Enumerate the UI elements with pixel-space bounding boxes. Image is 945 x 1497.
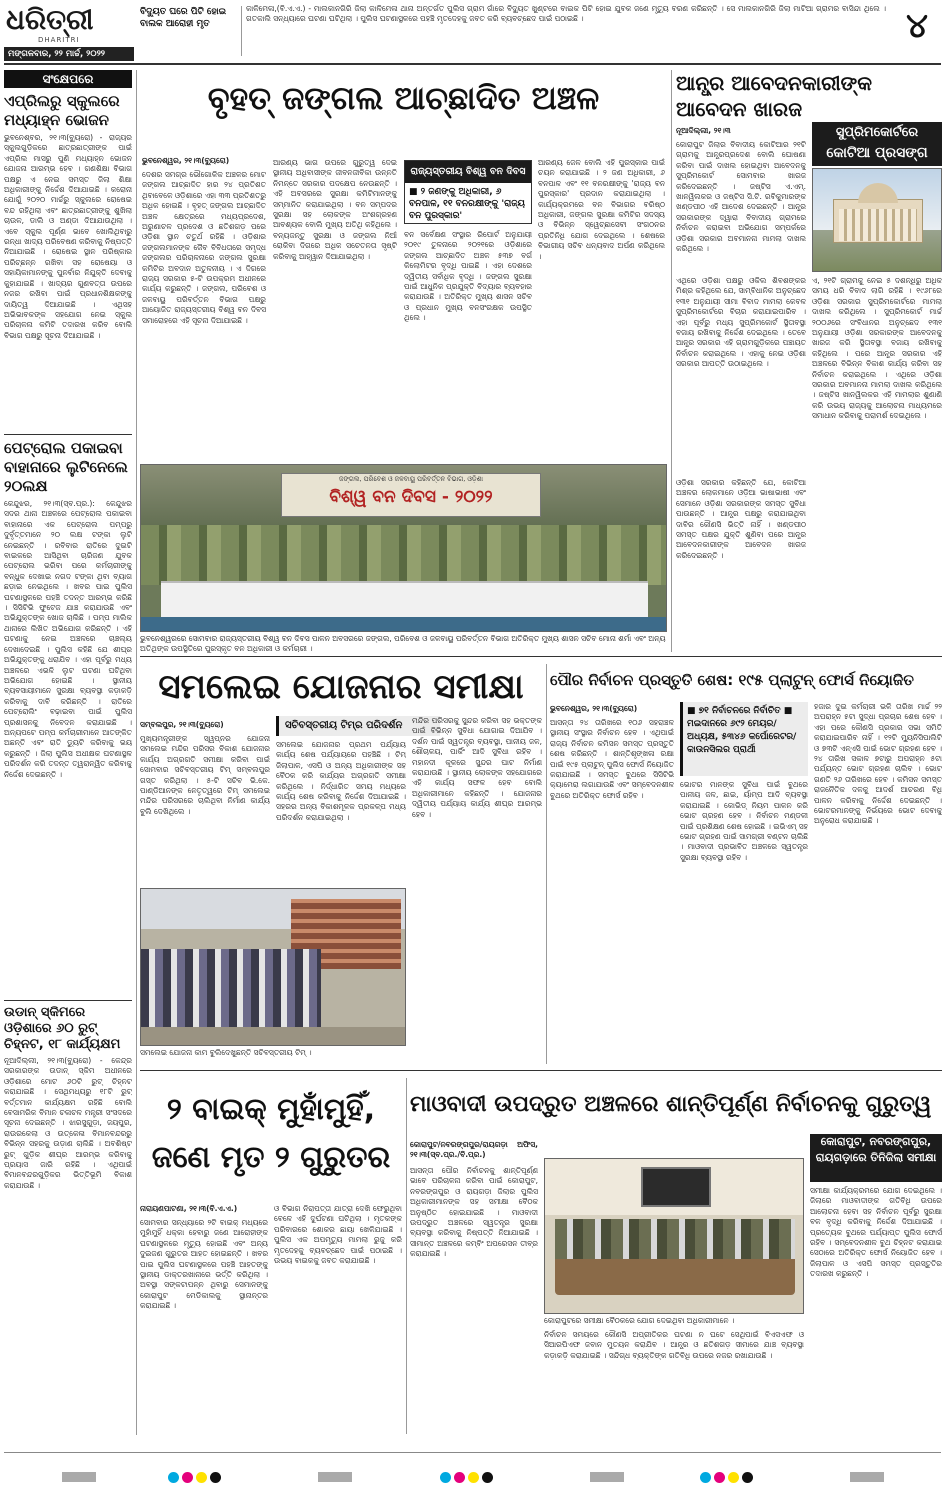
masthead-divider: [241, 6, 242, 56]
bike-article: [140, 1074, 402, 1436]
logo: [6, 4, 106, 46]
andhra-tag-line2: କୋଟିଆ ପ୍ରସଙ୍ଗ: [826, 145, 928, 161]
forest-box: [404, 160, 532, 224]
cmyk-dot: [196, 1472, 207, 1483]
brief-title: ପେଟ୍ରୋଲ ପକାଇବା ବାହାନାରେ ଲୁଟିନେଲେ ୨୦ଲକ୍ଷ: [4, 439, 128, 495]
andhra-body-col1: କୋରାପୁଟ ଜିଲାର ବିବାଦୀୟ କୋଟିଆର ୨୧ଟି ଗ୍ରାମକୁ ଆନ୍ଧ୍ରପ୍ରଦେଶ ବୋଲି ଘୋଷଣା କରିବା ପାଇଁ ଦାଖଲ ହୋଇଥିବା ଆବେଦନକୁ ସୁପ୍ରିମକୋର୍ଟ ସୋମବାର ଖାରଜ କରିଦେଇଛନ୍ତି । ଜଷ୍ଟିସ ଏ.ଏମ୍. ଖାନୱିଲକର ଓ ଜଷ୍ଟିସ ସି.ଟି. ରବିକୁମାରଙ୍କ ଖଣ୍ଡପୀଠ ଏହି ଆଦେଶ ଦେଇଛନ୍ତି । ଆନ୍ଧ୍ର ସରକାରଙ୍କ ଦ୍ୱାରା ବିବାଦୀୟ ଗ୍ରାମରେ ନିର୍ବାଚନ କରାଇବା ଅଭିଯୋଗ ସମ୍ପର୍କରେ ଓଡ଼ିଶା ସରକାର ଅବମାନନା ମାମଲା ଦାଖଲ କରିଥିଲେ ।: [676, 140, 806, 254]
bike-byline: ନାରାୟଣପାଟଣା, ୨୧।୩(ବି.ଏ.ଏ.): [140, 1204, 238, 1213]
cmyk-dot: [182, 1472, 193, 1483]
cmyk-dot: [468, 1472, 479, 1483]
masthead-date: ମଙ୍ଗଳବାର, ୨୨ ମାର୍ଚ୍ଚ, ୨୦୨୨: [8, 49, 106, 59]
maoist-headline: ମାଓବାଦୀ ଉପଦ୍ରୁତ ଅଞ୍ଚଳରେ ଶାନ୍ତିପୂର୍ଣ୍ଣ ନିର୍ବାଚନକୁ ଗୁରୁତ୍ୱ: [410, 1092, 932, 1117]
bike-body-col2: ଓ ବିଭାଗ ନିରାପତ୍ତା ଯାତ୍ରା ଦେଖି ଫେରୁଥିବା ବେଳେ ଏହି ଦୁର୍ଘଟଣା ଘଟିଥିଲା । ମୃତକଙ୍କ ପରିବାରରେ ଶୋକର ଛାୟା ଖେଳିଯାଇଛି । ପୁଲିସ ଏକ ଅପମୃତ୍ୟୁ ମାମଲା ରୁଜୁ କରି ମୃତଦେହକୁ ବ୍ୟବଚ୍ଛେଦ ପାଇଁ ପଠାଇଛି । ଉଭୟ ବାଇକକୁ ଜବତ କରାଯାଇଛି ।: [274, 1204, 402, 1266]
cmyk-dot: [714, 1472, 725, 1483]
forest-photo-floor: [141, 617, 667, 632]
cmyk-dots: [168, 1472, 228, 1484]
maoist-photo-people: [555, 1219, 795, 1259]
brief-body: ନୂଆଦିଲ୍ଲୀ, ୨୧।୩(ବ୍ୟୁରୋ) - କେନ୍ଦ୍ର ସରକାରଙ୍କ ଉଡାନ୍ ସ୍କିମ ଅଧୀନରେ ଓଡ଼ିଶାରେ ମୋଟ ୬୦ଟି ରୁଟ୍ ଚିହ୍ନଟ କରାଯାଇଛି । ସେଥିମଧ୍ୟରୁ ୧୮ଟି ରୁଟ୍ ବର୍ତ୍ତମାନ କାର୍ଯ୍ୟକ୍ଷମ ରହିଛି ବୋଲି ବେସାମରିକ ବିମାନ ଚଳାଚଳ ମନ୍ତ୍ରୀ ସଂସଦରେ ସୂଚନା ଦେଇଛନ୍ତି । ଝାରସୁଗୁଡ଼ା, ଜୟପୁର, ରାଉରକେଲା ଓ ଉତ୍କେଳା ବିମାନବନ୍ଦରରୁ ବିଭିନ୍ନ ସହରକୁ ଉଡ଼ାଣ ଚାଲିଛି । ଅବଶିଷ୍ଟ ରୁଟ୍ ଗୁଡ଼ିକ ଶୀଘ୍ର ଆରମ୍ଭ କରିବାକୁ ପ୍ରୟାସ ଜାରି ରହିଛି । ଏଥିପାଇଁ ବିମାନବନ୍ଦରଗୁଡ଼ିକର ଭିତ୍ତିଭୂମି ବିକାଶ କରାଯାଉଛି ।: [4, 1056, 132, 1190]
review-photo-caption: ସମଲେଇ ଯୋଜନା କାମ ବୁଲିଦେଖୁଛନ୍ତି ସଚିବସ୍ତରୀୟ ଟିମ୍ ।: [140, 1048, 312, 1057]
footer-gray-block: [62, 1472, 96, 1482]
forest-byline: ଭୁବନେଶ୍ୱର, ୨୧।୩(ବ୍ୟୁରୋ): [142, 156, 230, 165]
cmyk-dots: [700, 1472, 760, 1484]
footer-rule: [4, 1452, 941, 1453]
footer-gray-block: [318, 1472, 352, 1482]
review-body-col1: ମୁଖ୍ୟମନ୍ତ୍ରୀଙ୍କ ସ୍ୱପ୍ନର ଯୋଜନା ସମଲେଇ ମନ୍ଦିର ପରିସର ବିକାଶ ଯୋଜନାର କାର୍ଯ୍ୟ ଅଗ୍ରଗତି ସମୀକ୍ଷା କରିବା ପାଇଁ ସୋମବାର ସଚିବସ୍ତରୀୟ ଟିମ୍ ସମ୍ବଲପୁର ଗସ୍ତ କରିଥିଲା । ୫-ଟି ସଚିବ ଭି.କେ. ପାଣ୍ଡିଆନଙ୍କ ନେତୃତ୍ୱରେ ଟିମ୍ ସମଲେଇ ମନ୍ଦିର ପରିସରରେ ଚାଲିଥିବା ନିର୍ମାଣ କାର୍ଯ୍ୟ ବୁଲି ଦେଖିଥିଲେ ।: [140, 734, 270, 816]
cmyk-dot: [482, 1472, 493, 1483]
maoist-article: [410, 1074, 942, 1436]
column-rule: [136, 70, 137, 1435]
cmyk-dot: [168, 1472, 179, 1483]
briefs-header: ସଂକ୍ଷେପରେ: [4, 70, 132, 88]
forest-body-col3: ବନ ସର୍ବେକ୍ଷଣ ସଂସ୍ଥାର ରିପୋର୍ଟ ଅନୁଯାୟୀ ୨୦୧୯ ତୁଳନାରେ ୨୦୨୧ରେ ଓଡ଼ିଶାରେ ଜଙ୍ଗଲ ଆଚ୍ଛାଦିତ ଅଞ୍ଚଳ ୫୩୭ ବର୍ଗ କିଲୋମିଟର ବୃଦ୍ଧି ପାଇଛି । ଏହା ଦେଶରେ ଦ୍ୱିତୀୟ ସର୍ବାଧିକ ବୃଦ୍ଧି । ଜଙ୍ଗଲ ସୁରକ୍ଷା ପାଇଁ ଆଧୁନିକ ପ୍ରଯୁକ୍ତି ବିଦ୍ୟାର ବ୍ୟବହାର କରାଯାଉଛି । ଅତିରିକ୍ତ ମୁଖ୍ୟ ଶାସନ ସଚିବ ଓ ପ୍ରଧାନ ମୁଖ୍ୟ ବନସଂରକ୍ଷକ ଉପସ୍ଥିତ ଥିଲେ ।: [404, 230, 532, 323]
brief-title: ଉଡାନ୍ ସ୍କିମରେ ଓଡ଼ିଶାରେ ୬୦ ରୁଟ୍ ଚିହ୍ନଟ, ୧୮ କାର୍ଯ୍ୟକ୍ଷମ: [4, 1005, 121, 1052]
forest-photo-people: [141, 525, 667, 585]
maoist-byline: କୋରାପୁଟ/ନବରଙ୍ଗପୁର/ରାୟଗଡ଼ା ଅଫିସ, ୨୧।୩(ସ୍ବ.ପ୍ର./ବି.ପ୍ର.): [410, 1140, 538, 1160]
review-headline: ସମଲେଇ ଯୋଜନାର ସମୀକ୍ଷା: [158, 667, 524, 707]
forest-photo-caption: ଭୁବନେଶ୍ୱରରେ ସୋମବାର ରାଜ୍ୟସ୍ତରୀୟ ବିଶ୍ୱ ବନ ଦିବସ ପାଳନ ଅବସରରେ ଜଙ୍ଗଲ, ପରିବେଶ ଓ ଜଳବାୟୁ ପରିବର୍ତ୍ତନ ବିଭାଗ ଅତିରିକ୍ତ ମୁଖ୍ୟ ଶାସନ ସଚିବ ମୋନା ଶର୍ମା ଏବଂ ଅନ୍ୟ ଅତିଥିଙ୍କ ଉପସ୍ଥିତିରେ ପୁରସ୍କୃତ ବନ ଅଧିକାରୀ ଓ କର୍ମଚାରୀ ।: [140, 634, 666, 653]
andhra-body-col2: ଏଥିରେ ଓଡ଼ିଶା ପକ୍ଷରୁ ଓକିଲ ଶିବଶଙ୍କର ମିଶ୍ର କହିଥିଲେ ଯେ, ସାମ୍ବିଧାନିକ ଅନୁଚ୍ଛେଦ ୧୩୧ ଅନୁଯାୟୀ ସୀମା ବିବାଦ ମାମଲା କେବଳ ସୁପ୍ରିମକୋର୍ଟରେ ବିଚାର କରାଯାଇପାରିବ । ଏହା ପୂର୍ବରୁ ମଧ୍ୟ ସୁପ୍ରିମକୋର୍ଟ ସ୍ଥିତାବସ୍ଥା ବଜାୟ ରଖିବାକୁ ନିର୍ଦ୍ଦେଶ ଦେଇଥିଲେ । ତେବେ ଆନ୍ଧ୍ର ସରକାର ଏହି ଗ୍ରାମଗୁଡ଼ିକରେ ପଞ୍ଚାୟତ ନିର୍ବାଚନ କରାଇଥିଲେ । ଏହାକୁ ନେଇ ଓଡ଼ିଶା ସରକାର ଆପତ୍ତି ଉଠାଇଥିଲେ ।: [676, 276, 806, 369]
forest-photo-banner: [281, 473, 541, 517]
maoist-photo-screen: [641, 1167, 711, 1207]
forest-article: [140, 66, 667, 656]
brief-title: ଏପ୍ରିଲରୁ ସ୍କୁଲରେ ମଧ୍ୟାହ୍ନ ଭୋଜନ: [4, 92, 120, 129]
maoist-photo: [544, 1158, 804, 1314]
review-article: [140, 660, 542, 1068]
bike-body-col1: ସୋମବାର ସନ୍ଧ୍ୟାରେ ୨ଟି ବାଇକ୍ ମଧ୍ୟରେ ମୁହାଁମୁହିଁ ଧକ୍କା ହେବାରୁ ଜଣେ ଆରୋହୀଙ୍କ ଘଟଣାସ୍ଥଳରେ ମୃତ୍ୟୁ ହୋଇଛି ଏବଂ ଅନ୍ୟ ଦୁଇଜଣ ଗୁରୁତର ଆହତ ହୋଇଛନ୍ତି । ଖବର ପାଇ ପୁଲିସ ଘଟଣାସ୍ଥଳରେ ପହଞ୍ଚି ଆହତଙ୍କୁ ସ୍ଥାନୀୟ ଡାକ୍ତରଖାନାରେ ଭର୍ତ୍ତି କରିଥିଲା । ଅବସ୍ଥା ସଙ୍କଟାପନ୍ନ ଥିବାରୁ ସେମାନଙ୍କୁ କୋରାପୁଟ ମେଡିକାଲକୁ ସ୍ଥାନାନ୍ତର କରାଯାଇଛି ।: [140, 1218, 268, 1311]
forest-photo-table: [161, 581, 648, 617]
page-number: ୪: [906, 6, 928, 46]
andhra-headline: ଆନ୍ଧ୍ର ଆବେଦନକାରୀଙ୍କ ଆବେଦନ ଖାରଜ: [676, 71, 873, 121]
section-rule: [140, 656, 942, 657]
andhra-photo-dome: [858, 183, 898, 203]
forest-banner-text: ବିଶ୍ୱ ବନ ଦିବସ - ୨୦୨୨: [329, 487, 493, 507]
column-rule: [406, 1078, 407, 1434]
maoist-tag: କୋରାପୁଟ, ନବରଙ୍ଗପୁର, ରାୟଗଡ଼ାରେ ତିନିଜିଲା ସମୀକ୍ଷା: [810, 1134, 942, 1182]
forest-body-col1: ଦେଶର ସମଗ୍ର ଭୌଗୋଳିକ ଅଞ୍ଚଳର ମୋଟ ଜଙ୍ଗଲ ଆଚ୍ଛାଦିତ ହାର ୨୪ ପ୍ରତିଶତ ଥିବାବେଳେ ଓଡ଼ିଶାରେ ଏହା ୩୩ ପ୍ରତିଶତରୁ ଅଧିକ ହୋଇଛି । ବୃହତ୍ ଜଙ୍ଗଲ ଆଚ୍ଛାଦିତ ଅଞ୍ଚଳ କ୍ଷେତ୍ରରେ ମଧ୍ୟପ୍ରଦେଶ, ଅରୁଣାଚଳ ପ୍ରଦେଶ ଓ ଛତିଶଗଡ଼ ପରେ ଓଡ଼ିଶା ସ୍ଥାନ ଚତୁର୍ଥ ରହିଛି । ଓଡ଼ିଶାର ଜଙ୍ଗଲମାନଙ୍କ ଜୈବ ବିବିଧତାରେ ସମୃଦ୍ଧ ଜଙ୍ଗଲର ପରିଚାଳନାରେ ଜଙ୍ଗଲ ସୁରକ୍ଷା କମିଟିର ଅବଦାନ ଅତୁଳନୀୟ । ଏ ଦିଗରେ ରାଜ୍ୟ ସରକାର ୫-ଟି ଉପକ୍ରମ ଅଧୀନରେ କାର୍ଯ୍ୟ କରୁଛନ୍ତି । ଜଙ୍ଗଲ, ପରିବେଶ ଓ ଜଳବାୟୁ ପରିବର୍ତ୍ତନ ବିଭାଗ ପକ୍ଷରୁ ଆୟୋଜିତ ରାଜ୍ୟସ୍ତରୀୟ ବିଶ୍ୱ ବନ ଦିବସ ସମାରୋହରେ ଏହି ସୂଚନା ଦିଆଯାଇଛି ।: [142, 170, 266, 325]
logo-text: ଧରିତ୍ରୀ: [6, 3, 94, 36]
review-photo-ground: [141, 1027, 406, 1046]
bike-headline: ୨ ବାଇକ୍ ମୁହାଁମୁହିଁ, ଜଣେ ମୃତ ୨ ଗୁରୁତର: [151, 1092, 391, 1175]
civic-body-col2: ଭୋଟର ମାନଙ୍କ ସୁବିଧା ପାଇଁ ବୁଥରେ ପାନୀୟ ଜଳ, ଛାଇ, ର୍ୟାମ୍ପ ଆଦି ବ୍ୟବସ୍ଥା କରାଯାଇଛି । କୋଭିଡ୍ ନିୟମ ପାଳନ କରି ଭୋଟ ଗ୍ରହଣ ହେବ । ନିର୍ବାଚନ ମଣ୍ଡଳୀ ପାଇଁ ପ୍ରଶିକ୍ଷଣ ଶେଷ ହୋଇଛି । ଇଭିଏମ୍ ସହ ଭୋଟ ଗ୍ରହଣ ପାଇଁ ସାମଗ୍ରୀ ବଣ୍ଟନ ଚାଲିଛି । ମାଓବାଦୀ ପ୍ରଭାବିତ ଅଞ୍ଚଳରେ ସ୍ୱତନ୍ତ୍ର ସୁରକ୍ଷା ବ୍ୟବସ୍ଥା ରହିବ ।: [680, 780, 808, 862]
cmyk-dots: [440, 1472, 500, 1484]
logo-sub: DHARITRI: [38, 36, 80, 44]
cmyk-dot: [210, 1472, 221, 1483]
forest-body-col4: ଆରଣ୍ୟ ଜେଳ ବୋଲି ଏହି ପୁରସ୍କାର ପାଇଁ ଚୟନ କରାଯାଇଛି । ୨ ଜଣ ଅଧିକାରୀ, ୬ ବନପାଳ ଏବଂ ୧୧ ବନରକ୍ଷୀଙ୍କୁ 'ରାଜ୍ୟ ବନ ପୁରସ୍କାର' ପ୍ରଦାନ କରାଯାଇଥିଲା । କାର୍ଯ୍ୟକ୍ରମରେ ବନ ବିଭାଗର ବରିଷ୍ଠ ଅଧିକାରୀ, ଜଙ୍ଗଲ ସୁରକ୍ଷା କମିଟିର ସଦସ୍ୟ ଓ ବିଭିନ୍ନ ସ୍ୱେଚ୍ଛାସେବୀ ସଂଗଠନର ପ୍ରତିନିଧି ଯୋଗ ଦେଇଥିଲେ । ଶେଷରେ ବିଭାଗୀୟ ସଚିବ ଧନ୍ୟବାଦ ଅର୍ପଣ କରିଥିଲେ ।: [538, 158, 665, 261]
brief-item: [4, 1005, 132, 1435]
andhra-byline: ନୂଆଦିଲ୍ଲୀ, ୨୧।୩: [676, 126, 731, 135]
maoist-photo-table: [555, 1255, 795, 1295]
forest-headline: ବୃହତ୍ ଜଙ୍ଗଲ ଆଚ୍ଛାଦିତ ଅଞ୍ଚଳ: [207, 79, 600, 117]
brief-divider: [4, 434, 132, 435]
andhra-body-col4: ଏ, ୨୧ଟି ଗ୍ରାମକୁ ନେଇ ୫ ଦଶନ୍ଧିରୁ ଅଧିକ ସମୟ ଧରି ବିବାଦ ଲାଗି ରହିଛି । ୧୯୬୮ରେ ଓଡ଼ିଶା ସରକାର ସୁପ୍ରିମକୋର୍ଟରେ ମାମଲା ଦାଖଲ କରିଥିଲେ । ସୁପ୍ରିମକୋର୍ଟ ମାର୍ଚ୍ଚ ୨୦୦୬ରେ ସଂବିଧାନର ଅନୁଚ୍ଛେଦ ୧୩୧ ଅନୁଯାୟୀ ଓଡ଼ିଶା ସରକାରଙ୍କ ଆବେଦନକୁ ଖାରଜ କରି ସ୍ଥିତାବସ୍ଥା ବଜାୟ ରଖିବାକୁ କହିଥିଲେ । ପରେ ଆନ୍ଧ୍ର ସରକାର ଏହି ଅଞ୍ଚଳରେ ବିଭିନ୍ନ ବିକାଶ କାର୍ଯ୍ୟ କରିବା ସହ ନିର୍ବାଚନ କରାଇଥିଲେ । ଏଥିରେ ଓଡ଼ିଶା ସରକାର ଅବମାନନା ମାମଲା ଦାଖଲ କରିଥିଲେ । ଜଷ୍ଟିସ ଖାନୱିଲକର ଏହି ମାମଲାର ଶୁଣାଣି କରି ଉଭୟ ରାଜ୍ୟକୁ ଆଲୋଚନା ମାଧ୍ୟମରେ ସମାଧାନ କରିବାକୁ ପରାମର୍ଶ ଦେଇଥିଲେ ।: [812, 276, 942, 421]
forest-body-col2: ଆରଣ୍ୟ ଭାଗ ଉପରେ ଗୁରୁତ୍ୱ ଦେଇ ସ୍ଥାନୀୟ ଅଧିବାସୀଙ୍କ ଜୀବନଜୀବିକା ଉନ୍ନତି ନିମନ୍ତେ ସରକାର ପଦକ୍ଷେପ ନେଉଛନ୍ତି । ଏହି ଅବସରରେ ସୁରକ୍ଷା କମିଟିମାନଙ୍କୁ ସମ୍ମାନିତ କରାଯାଇଥିଲା । ବନ ସମ୍ପଦର ସୁରକ୍ଷା ସହ ଲୋକଙ୍କ ଅଂଶଗ୍ରହଣ ଆବଶ୍ୟକ ବୋଲି ମୁଖ୍ୟ ଅତିଥି କହିଥିଲେ । ବନ୍ୟଜନ୍ତୁ ସୁରକ୍ଷା ଓ ଜଙ୍ଗଲ ନିଆଁ ରୋକିବା ଦିଗରେ ଅଧିକ ସଚେତନତା ସୃଷ୍ଟି କରିବାକୁ ଆହ୍ୱାନ ଦିଆଯାଇଥିଲା ।: [273, 158, 397, 261]
review-photo-crowd: [141, 949, 321, 1029]
civic-facts-box: [680, 702, 808, 776]
review-body-col2: ସମଲେଇ ଯୋଜନାର ପ୍ରଥମ ପର୍ଯ୍ୟାୟ କାର୍ଯ୍ୟ ଶେଷ ପର୍ଯ୍ୟାୟରେ ପହଞ୍ଚିଛି । ଟିମ୍ ଜିଲାପାଳ, ଏସପି ଓ ଅନ୍ୟ ଅଧିକାରୀଙ୍କ ସହ ବୈଠକ କରି କାର୍ଯ୍ୟର ଅଗ୍ରଗତି ସମୀକ୍ଷା କରିଥିଲେ । ନିର୍ଦ୍ଧାରିତ ସମୟ ମଧ୍ୟରେ କାର୍ଯ୍ୟ ଶେଷ କରିବାକୁ ନିର୍ଦ୍ଦେଶ ଦିଆଯାଇଛି । ସହରର ଅନ୍ୟ ବିକାଶମୂଳକ ପ୍ରକଳ୍ପ ମଧ୍ୟ ପରିଦର୍ଶନ କରାଯାଇଥିଲା ।: [276, 740, 406, 822]
masthead-teaser-headline: ବିଦ୍ୟୁତ ଘରେ ପିଟି ହୋଇ ବାଲକ ଆରୋହୀ ମୃତ: [140, 7, 227, 29]
review-kicker: ସଚିବସ୍ତରୀୟ ଟିମ୍‌ର ପରିଦର୍ଶନ: [276, 716, 440, 736]
maoist-body-col2: ନିର୍ବାଚନ ସମୟରେ କୌଣସି ଅପ୍ରୀତିକର ଘଟଣା ନ ଘଟେ ସେଥିପାଇଁ ବିଏସଏଫ ଓ ସିଆରପିଏଫ ଜବାନ ମୁତୟନ କରାଯିବ । ଆନ୍ଧ୍ର ଓ ଛତିଶଗଡ଼ ସୀମାରେ ଯାଞ୍ଚ ବ୍ୟବସ୍ଥା କଡ଼ାକଡ଼ି କରାଯାଇଛି । ସନ୍ଦିଗ୍ଧ ବ୍ୟକ୍ତିଙ୍କ ଗତିବିଧି ଉପରେ ନଜର ରଖାଯାଉଛି ।: [544, 1330, 804, 1360]
andhra-photo: [812, 168, 942, 272]
footer-strip: [0, 1452, 945, 1497]
masthead-rule: [4, 63, 941, 65]
footer-gray-block: [590, 1472, 624, 1482]
cmyk-dot: [742, 1472, 753, 1483]
brief-item: [4, 92, 132, 431]
brief-item: [4, 439, 132, 997]
civic-body-col1: ଆସନ୍ତା ୨୪ ତାରିଖରେ ୧୦୬ ସହରାଞ୍ଚଳ ସ୍ଥାନୀୟ ସଂସ୍ଥାର ନିର୍ବାଚନ ହେବ । ଏଥିପାଇଁ ରାଜ୍ୟ ନିର୍ବାଚନ କମିସନ ସମସ୍ତ ପ୍ରସ୍ତୁତି ଶେଷ କରିଛନ୍ତି । ଶାନ୍ତିଶୃଙ୍ଖଳା ରକ୍ଷା ପାଇଁ ୧୯୫ ପ୍ଲାଟୁନ୍ ପୁଲିସ ଫୋର୍ସ ନିୟୋଜିତ କରାଯାଇଛି । ସମସ୍ତ ବୁଥରେ ସିସିଟିଭି କ୍ୟାମେରା ଲଗାଯାଉଛି ଏବଂ ସମ୍ବେଦନଶୀଳ ବୁଥରେ ଅତିରିକ୍ତ ଫୋର୍ସ ରହିବ ।: [550, 718, 674, 800]
column-rule: [546, 664, 547, 1064]
civic-facts: ■ ୭୧ ନିର୍ବାଚନରେ ନିର୍ବାଚିତ ■ ମଇଦାନରେ ୬୯୨ ମେୟର/ଅଧ୍ୟକ୍ଷ, ୫୩୪୬ କର୍ପୋରେଟର/କାଉନସିଲର ପ୍ରାର୍ଥୀ: [687, 706, 797, 755]
andhra-photo-columns: [839, 209, 917, 241]
cmyk-dot: [728, 1472, 739, 1483]
review-byline: ସମ୍ବଲପୁର, ୨୧।୩(ବ୍ୟୁରୋ): [140, 720, 224, 729]
civic-headline: ପୌର ନିର୍ବାଚନ ପ୍ରସ୍ତୁତି ଶେଷ: ୧୯୫ ପ୍ଲାଟୁନ୍ ଫୋର୍ସ ନିୟୋଜିତ: [550, 671, 914, 689]
footer-gray-block: [850, 1472, 884, 1482]
brief-body: ଭୁବନେଶ୍ବର, ୨୧।୩(ବ୍ୟୁରୋ) - ରାଜ୍ୟର ସ୍କୁଲଗୁଡ଼ିକରେ ଛାତ୍ରଛାତ୍ରୀଙ୍କ ପାଇଁ ଏପ୍ରିଲ ମାସରୁ ପୁଣି ମଧ୍ୟାହ୍ନ ଭୋଜନ ଯୋଜନା ଆରମ୍ଭ ହେବ । ଗଣଶିକ୍ଷା ବିଭାଗ ପକ୍ଷରୁ ଏ ନେଇ ସମସ୍ତ ଜିଲା ଶିକ୍ଷା ଅଧିକାରୀଙ୍କୁ ନିର୍ଦ୍ଦେଶ ଦିଆଯାଇଛି । କରୋନା ଯୋଗୁଁ ୨୦୨୦ ମାର୍ଚ୍ଚରୁ ସ୍କୁଲରେ ରୋଷେଇ ବନ୍ଦ ରହିଥିଲା ଏବଂ ଛାତ୍ରଛାତ୍ରୀଙ୍କୁ ଶୁଖିଲା ଚାଉଳ, ଡାଲି ଓ ଅଣ୍ଡା ଦିଆଯାଉଥିଲା । ଏବେ ସ୍କୁଲ ପୂର୍ଣ୍ଣ ଭାବେ ଖୋଲିଥିବାରୁ ରନ୍ଧା ଖାଦ୍ୟ ପରିବେଷଣ କରିବାକୁ ନିଷ୍ପତ୍ତି ନିଆଯାଇଛି । ରୋଷେଇ ସ୍ଥାନ ପରିଷ୍କାର ପରିଚ୍ଛନ୍ନ ରଖିବା ସହ ରୋଷେୟା ଓ ସହାୟିକାମାନଙ୍କୁ ପୁନର୍ବାର ନିଯୁକ୍ତି ଦେବାକୁ କୁହାଯାଇଛି । ଖାଦ୍ୟର ଗୁଣବତ୍ତା ଉପରେ ନଜର ରଖିବା ପାଇଁ ପ୍ରଧାନଶିକ୍ଷକଙ୍କୁ ଦାୟିତ୍ୱ ଦିଆଯାଇଛି । ଏଥିସହ ଅଭିଭାବକଙ୍କ ସହଯୋଗ ନେଇ ସ୍କୁଲ ପରିଚାଳନା କମିଟି ତଦାରଖ କରିବ ବୋଲି ବିଭାଗ ପକ୍ଷରୁ ସୂଚନା ଦିଆଯାଇଛି ।: [4, 133, 132, 340]
forest-box-title: ରାଜ୍ୟସ୍ତରୀୟ ବିଶ୍ୱ ବନ ଦିବସ: [405, 161, 531, 183]
cmyk-dot: [454, 1472, 465, 1483]
andhra-body-col3: ଓଡ଼ିଶା ସରକାର କହିଛନ୍ତି ଯେ, କୋଟିଆ ଅଞ୍ଚଳର ଲୋକମାନେ ଓଡ଼ିଆ ଭାଷାଭାଷୀ ଏବଂ ସେମାନେ ଓଡ଼ିଶା ସରକାରଙ୍କ ସମସ୍ତ ସୁବିଧା ପାଉଛନ୍ତି । ଆନ୍ଧ୍ର ପକ୍ଷରୁ କରାଯାଇଥିବା ଦାବିର କୌଣସି ଭିତ୍ତି ନାହିଁ । ଖଣ୍ଡପୀଠ ସମସ୍ତ ପକ୍ଷର ଯୁକ୍ତି ଶୁଣିବା ପରେ ଆନ୍ଧ୍ର ଆବେଦନକାରୀଙ୍କ ଆବେଦନ ଖାରଜ କରିଦେଇଛନ୍ତି ।: [676, 478, 806, 560]
andhra-article: [676, 66, 942, 652]
masthead-teaser-body: କାଳିମେଳା,(ବି.ଏ.ଏ.) - ମାଲକାନଗିରି ଜିଲା କାଳିମେଳା ଥାନା ଅନ୍ତର୍ଗତ ପୁଲିସ ଗ୍ରାମ ଗାଁରେ ବିଦ୍ୟୁତ ଖୁଣ୍ଟରେ ବାଇକ ପିଟି ହୋଇ ଯୁବକ ଜଣେ ମୃତ୍ୟୁ ବରଣ କରିଛନ୍ତି । ସେ ମାଲକାନଗିରି ଜିଲା ମାଟିଆ ଗ୍ରାମର ବାସିନ୍ଦା ଥିଲେ । ଗତକାଲି ସନ୍ଧ୍ୟାରେ ଘଟଣା ଘଟିଥିଲା । ପୁଲିସ ଘଟଣାସ୍ଥଳରେ ପହଞ୍ଚି ମୃତଦେହକୁ ଜବତ କରି ବ୍ୟବଚ୍ଛେଦ ପାଇଁ ପଠାଇଛି ।: [246, 4, 886, 24]
column-rule: [671, 70, 672, 652]
brief-divider: [4, 1000, 132, 1001]
cmyk-dot: [440, 1472, 451, 1483]
cmyk-dot: [700, 1472, 711, 1483]
civic-byline: ଭୁବନେଶ୍ୱର, ୨୧।୩(ବ୍ୟୁରୋ): [550, 704, 638, 713]
civic-body-col3: ହଜାର ଦୁଇ କର୍ମଚାରୀ ଭଳି ତାରିଖ ମାର୍ଚ୍ଚ ୨୨ ଅପରାହ୍ନ ୫ଟା ସୁଦ୍ଧା ପ୍ରଚାର ଶେଷ ହେବ । ଏହା ପରେ କୌଣସି ପ୍ରକାର ସଭା ସମିତି କରାଯାଇପାରିବ ନାହିଁ । ୧୨ଟି ମ୍ୟୁନିସିପାଲିଟି ଓ ୭୩ଟି ଏନ୍‌ଏସି ପାଇଁ ଭୋଟ ଗ୍ରହଣ ହେବ । ୨୪ ତାରିଖ ସକାଳ ୭ଟାରୁ ଅପରାହ୍ନ ୫ଟା ପର୍ଯ୍ୟନ୍ତ ଭୋଟ ଗ୍ରହଣ ଚାଲିବ । ଭୋଟ ଗଣତି ୨୬ ତାରିଖରେ ହେବ । କମିସନ ସମସ୍ତ ରାଜନୈତିକ ଦଳକୁ ଆଦର୍ଶ ଆଚରଣ ବିଧି ପାଳନ କରିବାକୁ ନିର୍ଦ୍ଦେଶ ଦେଇଛନ୍ତି । ଭୋଟରମାନଙ୍କୁ ନିର୍ଭୟରେ ଭୋଟ ଦେବାକୁ ଅନୁରୋଧ କରାଯାଇଛି ।: [814, 702, 942, 826]
forest-banner-sub: ଜଙ୍ଗଲ, ପରିବେଶ ଓ ଜଳବାୟୁ ପରିବର୍ତ୍ତନ ବିଭାଗ, ଓଡ଼ିଶା: [339, 475, 483, 483]
maoist-body-col3: ସମୀକ୍ଷା କାର୍ଯ୍ୟକ୍ରମରେ ଯୋଗ ଦେଇଥିଲେ । ଜିଲାରେ ମାଓବାଦୀଙ୍କ ଗତିବିଧି ଉପରେ ଆଲୋଚନା ହେବା ସହ ନିର୍ବାଚନ ପୂର୍ବରୁ ସୁରକ୍ଷା ବଳ ବୃଦ୍ଧି କରିବାକୁ ନିର୍ଦ୍ଦେଶ ଦିଆଯାଇଛି । ପ୍ରତ୍ୟେକ ବୁଥରେ ପର୍ଯ୍ୟାପ୍ତ ପୁଲିସ ଫୋର୍ସ ରହିବ । ସମ୍ବେଦନଶୀଳ ବୁଥ ଚିହ୍ନଟ କରାଯାଇ ସେଠାରେ ଅତିରିକ୍ତ ଫୋର୍ସ ନିୟୋଜିତ ହେବ । ଜିଲାପାଳ ଓ ଏସପି ସମସ୍ତ ପ୍ରସ୍ତୁତିର ତଦାରଖ କରୁଛନ୍ତି ।: [810, 1186, 942, 1279]
forest-photo: [140, 464, 667, 632]
section-rule: [140, 1070, 942, 1071]
andhra-tag: [812, 122, 942, 166]
masthead: [0, 0, 945, 62]
civic-article: [550, 660, 942, 1068]
maoist-body-col1: ଆସନ୍ତା ପୌର ନିର୍ବାଚନକୁ ଶାନ୍ତିପୂର୍ଣ୍ଣ ଭାବେ ପରିଚାଳନା କରିବା ପାଇଁ କୋରାପୁଟ, ନବରଙ୍ଗପୁର ଓ ରାୟଗଡ଼ା ଜିଲାର ପୁଲିସ ଅଧିକାରୀମାନଙ୍କ ସହ ସମୀକ୍ଷା ବୈଠକ ଅନୁଷ୍ଠିତ ହୋଇଯାଇଛି । ମାଓବାଦୀ ଉପଦ୍ରୁତ ଅଞ୍ଚଳରେ ସ୍ୱତନ୍ତ୍ର ସୁରକ୍ଷା ବ୍ୟବସ୍ଥା କରିବାକୁ ନିଷ୍ପତ୍ତି ନିଆଯାଇଛି । ସୀମାନ୍ତ ଅଞ୍ଚଳରେ କମ୍ବିଂ ଅପରେସନ ତୀବ୍ର କରାଯାଇଛି ।: [410, 1166, 538, 1259]
review-photo: [140, 888, 406, 1046]
andhra-tag-line1: ସୁପ୍ରିମକୋର୍ଟରେ: [835, 125, 919, 140]
brief-body: କେନ୍ଦୁଝର, ୨୧।୩(ସ୍ବ.ପ୍ର.): କେନ୍ଦୁଝର ସଦର ଥାନା ଅଞ୍ଚଳରେ ପେଟ୍ରୋଲ ପକାଇବା ବାହାନାରେ ଏକ ପେଟ୍ରୋଲ ପମ୍ପରୁ ଦୁର୍ବୃତ୍ତମାନେ ୨୦ ଲକ୍ଷ ଟଙ୍କା ଲୁଟି ନେଇଛନ୍ତି । ରବିବାର ରାତିରେ ଦୁଇଟି ବାଇକରେ ଆସିଥିବା ଚାରିଜଣ ଯୁବକ ପେଟ୍ରୋଲ ଭରିବା ପରେ କର୍ମଚାରୀଙ୍କୁ ବନ୍ଧୁକ ଦେଖାଇ ନଗଦ ଟଙ୍କା ଥିବା ବ୍ୟାଗ ଛଡ଼ାଇ ନେଇଥିଲେ । ଖବର ପାଇ ପୁଲିସ ଘଟଣାସ୍ଥଳରେ ପହଞ୍ଚି ତଦନ୍ତ ଆରମ୍ଭ କରିଛି । ସିସିଟିଭି ଫୁଟେଜ ଯାଞ୍ଚ କରାଯାଉଛି ଏବଂ ଅଭିଯୁକ୍ତଙ୍କ ଖୋଜ ଚାଲିଛି । ପମ୍ପ ମାଲିକ ଥାନାରେ ଲିଖିତ ଅଭିଯୋଗ କରିଛନ୍ତି । ଏହି ଘଟଣାକୁ ନେଇ ଅଞ୍ଚଳରେ ଚାଞ୍ଚଲ୍ୟ ଦେଖାଦେଇଛି । ପୁଲିସ କହିଛି ଯେ ଶୀଘ୍ର ଅଭିଯୁକ୍ତଙ୍କୁ ଧରାଯିବ । ଏହା ପୂର୍ବରୁ ମଧ୍ୟ ଅଞ୍ଚଳରେ ଏଭଳି ଲୁଟ ଘଟଣା ଘଟିଥିବା ଅଭିଯୋଗ ହୋଇଛି । ସ୍ଥାନୀୟ ବ୍ୟବସାୟୀମାନେ ସୁରକ୍ଷା ବ୍ୟବସ୍ଥା କଡ଼ାକଡ଼ି କରିବାକୁ ଦାବି କରିଛନ୍ତି । ରାତିରେ ପେଟ୍ରୋଲିଂ ବଢ଼ାଇବା ପାଇଁ ପୁଲିସ ପ୍ରଶାସନକୁ ନିବେଦନ କରାଯାଇଛି । ଅନ୍ୟପଟେ ପମ୍ପ କର୍ମଚାରୀମାନେ ଆତଙ୍କିତ ଅଛନ୍ତି ଏବଂ ରାତି ଡ୍ୟୁଟି କରିବାକୁ ଭୟ କରୁଛନ୍ତି । ଜିଲା ପୁଲିସ ଅଧୀକ୍ଷକ ଘଟଣାସ୍ଥଳ ପରିଦର୍ଶନ କରି ତଦନ୍ତ ତ୍ୱରାନ୍ୱିତ କରିବାକୁ ନିର୍ଦ୍ଦେଶ ଦେଇଛନ୍ତି ।: [4, 499, 132, 779]
review-body-col3: ମନ୍ଦିର ପରିସରକୁ ସୁନ୍ଦର କରିବା ସହ ଭକ୍ତଙ୍କ ପାଇଁ ବିଭିନ୍ନ ସୁବିଧା ଯୋଗାଇ ଦିଆଯିବ । ଦର୍ଶନ ପାଇଁ ସ୍ୱତନ୍ତ୍ର ବ୍ୟବସ୍ଥା, ପାନୀୟ ଜଳ, ଶୌଚାଳୟ, ପାର୍କିଂ ଆଦି ସୁବିଧା ରହିବ । ମହାନଦୀ କୂଳରେ ସୁନ୍ଦର ଘାଟ ନିର୍ମାଣ କରାଯାଉଛି । ସ୍ଥାନୀୟ ଲୋକଙ୍କ ସହଯୋଗରେ ଏହି କାର୍ଯ୍ୟ ସଫଳ ହେବ ବୋଲି ଅଧିକାରୀମାନେ କହିଛନ୍ତି । ଯୋଜନାର ଦ୍ୱିତୀୟ ପର୍ଯ୍ୟାୟ କାର୍ଯ୍ୟ ଶୀଘ୍ର ଆରମ୍ଭ ହେବ ।: [412, 716, 542, 819]
masthead-date-bar: [4, 47, 134, 61]
maoist-photo-caption: କୋରାପୁଟରେ ସମୀକ୍ଷା ବୈଠକରେ ଯୋଗ ଦେଇଥିବା ଅଧିକାରୀମାନେ ।: [544, 1316, 735, 1325]
briefs-column: [4, 70, 132, 1435]
forest-box-points: ■ ୨ ଜଣଙ୍କୁ ଅଧିକାରୀ, ୬ ବନପାଳ, ୧୧ ବନରକ୍ଷୀଙ୍କୁ 'ରାଜ୍ୟ ବନ ପୁରସ୍କାର': [409, 187, 525, 221]
